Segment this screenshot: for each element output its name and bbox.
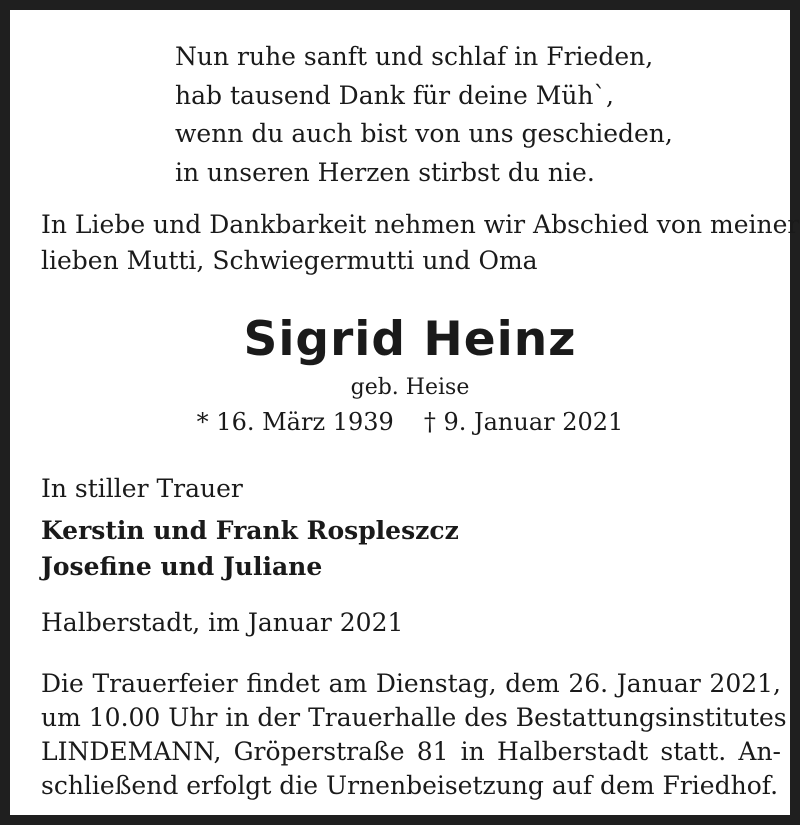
funeral-line: LINDEMANN, Gröperstraße 81 in Halberstadt statt. An- xyxy=(41,737,781,766)
funeral-line: schließend erfolgt die Urnenbeisetzung auf dem Friedhof. xyxy=(41,771,779,800)
poem-line: hab tausend Dank für deine Müh`, xyxy=(175,80,614,110)
intro-line: lieben Mutti, Schwiegermutti und Oma xyxy=(41,246,538,275)
poem-line: in unseren Herzen stirbst du nie. xyxy=(175,157,595,187)
birth-date: * 16. März 1939 xyxy=(196,408,394,436)
mourner: Josefine und Juliane xyxy=(41,552,323,581)
mourning-heading: In stiller Trauer xyxy=(41,474,243,503)
death-date: † 9. Januar 2021 xyxy=(423,408,624,436)
intro-line: In Liebe und Dankbarkeit nehmen wir Abschied von meiner xyxy=(41,210,800,239)
deceased-name: Sigrid Heinz xyxy=(243,312,577,367)
poem-line: wenn du auch bist von uns geschieden, xyxy=(175,119,673,148)
memorial-poem xyxy=(175,38,673,192)
poem-line: Nun ruhe sanft und schlaf in Frieden, xyxy=(175,42,654,71)
farewell-intro xyxy=(41,207,800,279)
mourners-list xyxy=(41,513,781,585)
place-date: Halberstadt, im Januar 2021 xyxy=(41,608,404,637)
funeral-line: um 10.00 Uhr in der Trauerhalle des Bestattungsinstitutes xyxy=(41,703,787,732)
mourner: Kerstin und Frank Rospleszcz xyxy=(41,516,459,545)
life-dates xyxy=(10,406,800,438)
funeral-details xyxy=(41,667,787,803)
funeral-line: Die Trauerfeier findet am Dienstag, dem 26. Januar 2021, xyxy=(41,669,781,698)
birth-name: geb. Heise xyxy=(350,375,470,400)
